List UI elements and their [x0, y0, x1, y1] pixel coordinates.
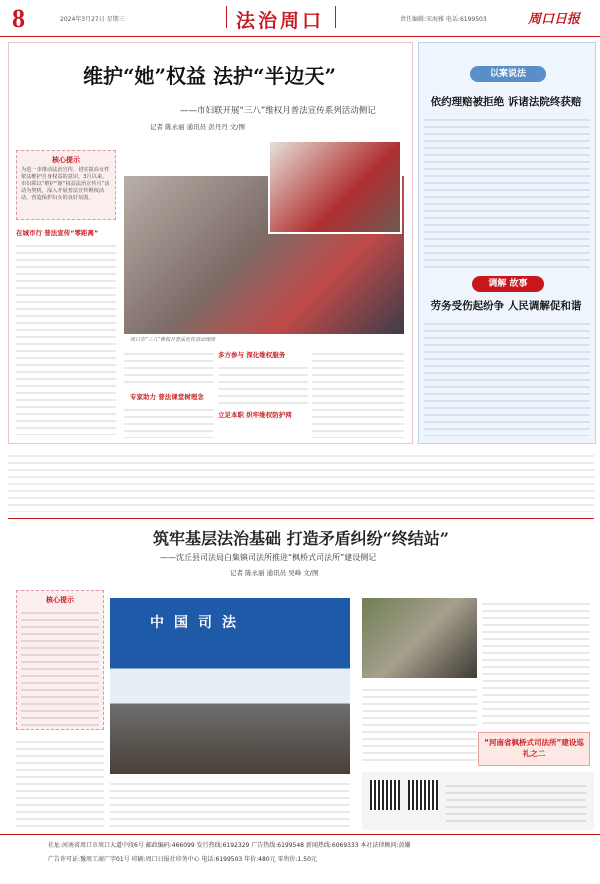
- editor-info: 责任编辑:宋海雅 电话:6199503: [400, 16, 487, 23]
- section-heading: 专家助力 普法课堂树理念: [130, 393, 204, 401]
- top-article-subtitle: ——市妇联开展“三八”维权月普法宣传系列活动侧记: [180, 106, 376, 116]
- bottom-article-title: 筑牢基层法治基础 打造矛盾纠纷“终结站”: [153, 529, 449, 548]
- photo-caption: 周口市“三八”维权月普法宣传活动现场: [130, 337, 216, 343]
- article-text-column: [124, 348, 214, 388]
- divider: [226, 6, 227, 28]
- article-text-column: [362, 684, 477, 764]
- section-title: 法治周口: [236, 10, 325, 32]
- banner-title: 中国司法: [150, 615, 246, 631]
- right-article-title: 劳务受伤起纷争 人民调解促和谐: [430, 300, 582, 312]
- article-text-block: [8, 450, 594, 512]
- top-article-title: 维护“她”权益 法护“半边天”: [83, 64, 336, 88]
- article-text-column: [312, 348, 404, 438]
- divider: [8, 518, 594, 519]
- article-text-column: [424, 114, 590, 272]
- bottom-article-byline: 记者 陈永丽 通讯员 吴峰 文/图: [230, 569, 319, 577]
- core-tip-box: [16, 150, 116, 220]
- article-text-column: [482, 598, 590, 728]
- article-text-column: [16, 736, 104, 830]
- footer-line: 社址:河南省周口市周口大道中段6号 邮政编码:466099 发行热线:6192329 广告热线:6199548 新闻热线:6069333 本社法律顾问:黄嫌: [48, 842, 411, 849]
- paper-logo: 周口日报: [528, 12, 581, 27]
- column-label: 调解 故事: [472, 276, 544, 292]
- core-tip-text: [21, 607, 99, 727]
- qr-code-icon: [408, 780, 438, 810]
- core-tip-heading: 核心提示: [46, 596, 74, 604]
- qr-area: [362, 772, 594, 830]
- section-heading: 立足本职 织牢维权防护网: [218, 411, 292, 419]
- article-photo: [268, 140, 402, 234]
- banner-subtitle: 白集镇公共法律服务工作站: [138, 643, 247, 653]
- divider: [335, 6, 336, 28]
- core-tip-heading: 核心提示: [52, 156, 80, 164]
- article-text-column: [16, 240, 116, 435]
- article-text-column: [424, 318, 590, 436]
- article-text-column: [110, 778, 350, 830]
- core-tip-text: 为进一步推动法治宣传，切实提高女性依法维护自身权益的意识，3月以来，市妇联以“维护”她“权益法治宣传月”活动为契机，深入开展普法宣传维权活动，营造保护妇女的良好氛围。: [21, 167, 110, 201]
- issue-date: 2024年3月27日 星期三: [60, 16, 125, 23]
- column-label: 以案说法: [470, 66, 546, 82]
- qr-code-icon: [370, 780, 400, 810]
- page-number: 8: [12, 4, 25, 33]
- footer-line: 广告许可证:豫周工商广字01号 印刷:周口日报社印务中心 电话:6199503 年价:480元 零售价:1.50元: [48, 856, 317, 863]
- top-article-byline: 记者 陈永丽 通讯员 彭丹丹 文/图: [150, 123, 245, 131]
- core-tip-box: [16, 590, 104, 730]
- right-article-title: 依约理赔被拒绝 诉诸法院终获赔: [430, 96, 582, 108]
- bottom-article-subtitle: ——沈丘县司法局白集镇司法所推进“枫桥式司法所”建设侧记: [160, 553, 377, 562]
- section-heading: 在城市行 普法宣传“零距离”: [16, 229, 99, 237]
- article-photo: [362, 598, 477, 678]
- section-heading: 多方参与 深化维权服务: [218, 351, 286, 359]
- article-text-column: [218, 362, 308, 406]
- contact-text: [446, 780, 586, 824]
- column-badge: “河南省枫桥式司法所”建设巡礼之二: [478, 732, 590, 766]
- article-text-column: [124, 404, 214, 438]
